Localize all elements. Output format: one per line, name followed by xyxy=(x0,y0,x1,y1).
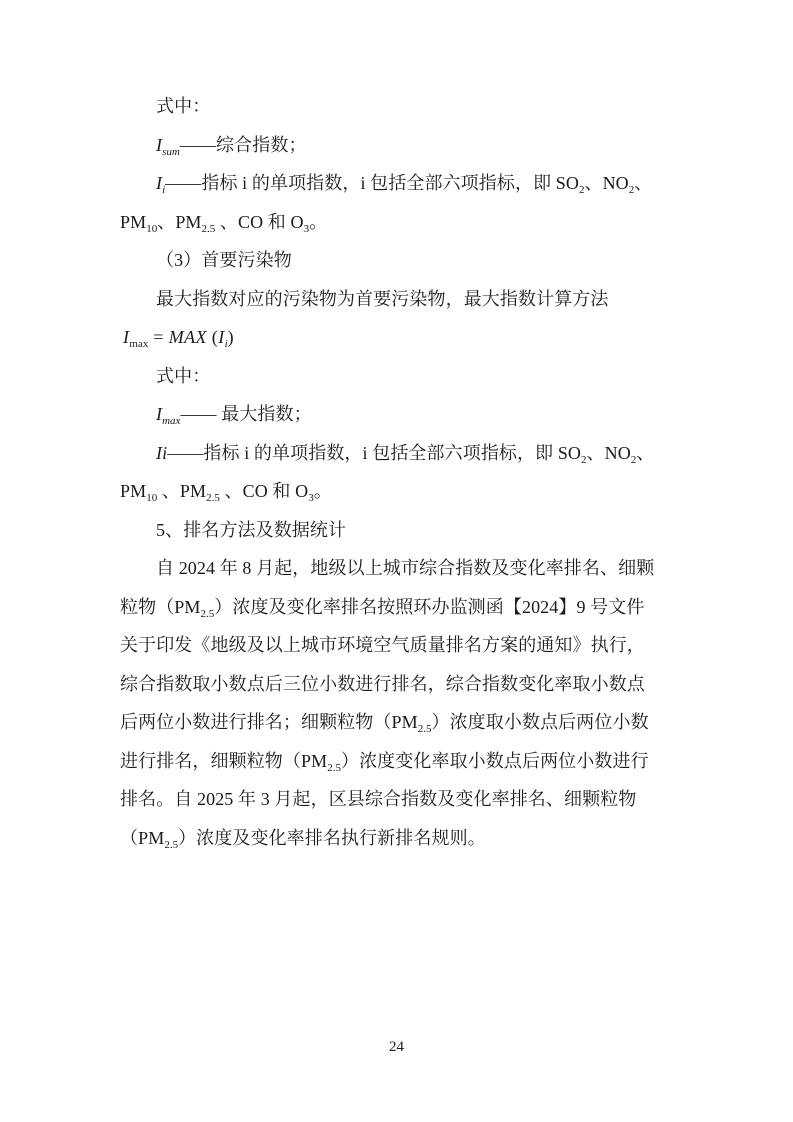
text-run: I xyxy=(156,134,163,155)
text-run: 后两位小数进行排名；细颗粒物（PM xyxy=(120,712,418,732)
text-run: 粒物（PM xyxy=(120,596,201,617)
text-run: 式中： xyxy=(156,96,211,116)
text-line xyxy=(120,203,672,242)
text-run: 、CO 和 O xyxy=(215,211,304,232)
text-line xyxy=(120,819,672,858)
text-line xyxy=(120,472,672,511)
text-run: 2.5 xyxy=(327,761,341,774)
text-run: 5、排名方法及数据统计 xyxy=(156,519,347,540)
text-run: PM xyxy=(120,211,147,232)
text-run: 、NO xyxy=(586,442,631,463)
text-run: i xyxy=(224,338,228,350)
text-line xyxy=(120,742,672,781)
text-line xyxy=(120,357,672,396)
text-run: = xyxy=(148,327,169,347)
text-run: I xyxy=(156,173,163,193)
text-run: 排名。自 2025 年 3 月起，区县综合指数及变化率排名、细颗粒物 xyxy=(120,789,637,809)
text-run: 。 xyxy=(309,211,328,232)
text-run: 2.5 xyxy=(164,838,179,851)
text-run: ( xyxy=(206,327,219,347)
text-run: i xyxy=(162,184,166,196)
text-run: max xyxy=(162,415,181,427)
text-run: I xyxy=(218,327,225,347)
text-line xyxy=(120,280,672,319)
text-run: 关于印发《地级及以上城市环境空气质量排名方案的通知》执行， xyxy=(120,635,645,655)
text-run: ）浓度变化率取小数点后两位小数进行 xyxy=(340,750,649,771)
text-run: 、PM xyxy=(157,481,207,501)
page-number: 24 xyxy=(389,1039,404,1055)
text-run: 。 xyxy=(313,481,332,501)
text-run: 式中： xyxy=(156,365,211,386)
text-line xyxy=(120,511,672,550)
text-run: 2 xyxy=(581,453,587,466)
text-run: 2 xyxy=(578,184,585,196)
text-line xyxy=(120,164,672,203)
text-line xyxy=(120,549,672,588)
text-run: （3）首要污染物 xyxy=(156,250,292,270)
text-run: i xyxy=(162,442,168,463)
text-line xyxy=(120,241,672,280)
text-run: —— 最大指数； xyxy=(180,404,312,424)
text-run: ）浓度取小数点后两位小数 xyxy=(431,712,649,732)
formula-line xyxy=(120,318,672,357)
text-run: 最大指数对应的污染物为首要污染物，最大指数计算方法 xyxy=(156,288,609,309)
text-line xyxy=(120,703,672,742)
text-run: 3 xyxy=(303,222,310,235)
text-run: 、PM xyxy=(157,211,202,232)
text-line xyxy=(120,434,672,473)
text-run: （PM xyxy=(120,827,165,848)
text-run: ）浓度及变化率排名按照环办监测函【2024】9 号文件 xyxy=(214,596,645,617)
text-run: 自 2024 年 8 月起，地级以上城市综合指数及变化率排名、细颗 xyxy=(156,558,655,578)
text-line xyxy=(120,126,672,165)
text-run: ——指标 i 的单项指数，i 包括全部六项指标，即 SO xyxy=(167,442,582,463)
text-run: 2 xyxy=(630,453,637,466)
text-run: 3 xyxy=(308,492,314,504)
text-run: 、 xyxy=(634,173,653,193)
text-run: 2 xyxy=(628,184,635,196)
text-line xyxy=(120,395,672,434)
text-run: 10 xyxy=(146,222,158,235)
text-run: ) xyxy=(227,327,235,347)
text-run: 2.5 xyxy=(200,607,215,620)
text-run: ——综合指数； xyxy=(179,134,307,155)
text-run: 综合指数取小数点后三位小数进行排名，综合指数变化率取小数点 xyxy=(120,673,645,694)
text-run: 2.5 xyxy=(201,222,216,235)
text-line xyxy=(120,626,672,665)
text-run: ——指标 i 的单项指数，i 包括全部六项指标，即 SO xyxy=(165,173,579,193)
text-run: 、 xyxy=(636,442,655,463)
text-line xyxy=(120,665,672,704)
text-run: 2.5 xyxy=(417,723,432,735)
text-run: 、NO xyxy=(584,173,629,193)
text-run: MAX xyxy=(168,327,207,347)
page-footer xyxy=(0,1036,793,1058)
text-line xyxy=(120,87,672,126)
text-run: I xyxy=(123,327,130,347)
text-run: PM xyxy=(120,481,147,501)
text-run: ）浓度及变化率排名执行新排名规则。 xyxy=(178,827,486,848)
document-body xyxy=(120,87,672,857)
text-line xyxy=(120,588,672,627)
text-run: 、CO 和 O xyxy=(219,481,309,501)
text-run: max xyxy=(129,338,149,350)
text-run: 进行排名，细颗粒物（PM xyxy=(120,750,328,771)
text-run: 2.5 xyxy=(206,492,220,504)
text-run: 10 xyxy=(146,492,158,504)
text-line xyxy=(120,780,672,819)
text-run: sum xyxy=(162,145,180,158)
text-run: I xyxy=(156,404,163,424)
text-run: I xyxy=(156,442,163,463)
